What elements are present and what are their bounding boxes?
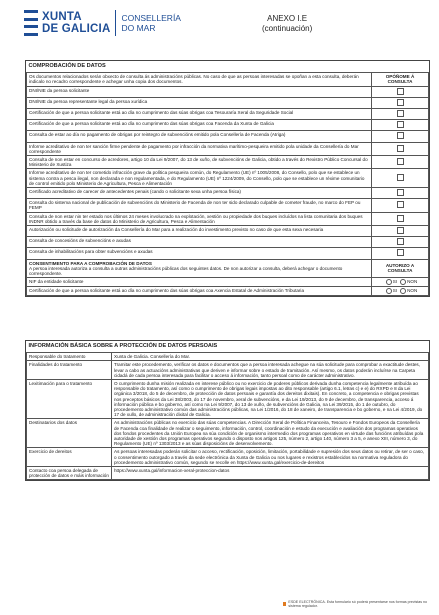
oppose-checkbox[interactable] (397, 99, 404, 106)
row-text: https://www.xunta.gal/informacion-xeral-proteccion-datos (112, 467, 429, 480)
oppose-checkbox[interactable] (397, 215, 404, 222)
document-label: DNI/NIE da persoa representante legal da persoa xurídica (27, 97, 372, 108)
document-header (24, 10, 424, 50)
annex-title: ANEXO I.E (continuación) (262, 14, 313, 33)
document-label: Autorización ou solicitude de autorización da Consellería do Mar para a realización do investimento previsto no caso de que esta sexa necesaria (27, 226, 372, 237)
oppose-checkbox[interactable] (397, 201, 404, 208)
table-row (27, 237, 429, 248)
document-label: Certificación de que a persoa solicitante está ao día no cumprimento das súas obrigas coa Tesouraría Xeral da Seguridade Social (27, 109, 372, 120)
logo-sub1: CONSELLERÍA (121, 13, 181, 23)
row-text: O cumprimento dunha misión realizada en interese público ou no exercicio de poderes públicos derivada dunha competencia legalmente atribuída ao responsable do tratamento, así como o cumprimento de obrigas legais impostas ao dito responsable (artigo 6.1, letras c) e e) do RXPD e 8 da Lei orgánica 3/2018, do 5 de decembro, de protección de datos persoais e garantía dos dereitos dixitais). En concreto, a competencia e obrigas previstas nos preceptos básicos da Lei 38/2003, do 17 de novembro, xeral de subvencións, e da Lei 19/2013, do 9 de decembro, de transparencia, acceso á información pública e bo goberno, así como na Lei 9/2007, do 13 de xuño, de subvencións de Galicia, na Lei 39/2015, do 1 de outubro, do procedemento administrativo común das administracións públicas, na Lei 1/2016, do 18 de xaneiro, de transparencia e bo goberno, e na Lei 4/2019, do 17 de xullo, de administración dixital de Galicia. (112, 380, 429, 419)
table-row (27, 212, 429, 225)
table-row (27, 188, 429, 199)
oppose-checkbox[interactable] (397, 158, 404, 165)
authorize-header: AUTORIZO A CONSULTA (372, 259, 429, 278)
consent-row (27, 287, 429, 296)
document-label: Consulta de concesións de subvencións e axudas (27, 237, 372, 248)
radio-label-no: NON (407, 279, 418, 285)
document-label: DNI/NIE da persoa solicitante (27, 86, 372, 97)
oppose-checkbox[interactable] (397, 174, 404, 181)
table-row (27, 361, 429, 380)
xunta-logo (24, 10, 181, 36)
logo-line1: XUNTA (42, 11, 82, 23)
table-row (27, 419, 429, 448)
authorize-cell (372, 278, 429, 287)
consent-row (27, 278, 429, 287)
radio-no[interactable] (400, 288, 406, 294)
document-label: Consulta do sistema nacional de publicación de subvencións do Ministerio de Facenda de non ter sido declarado culpable de cometer fraude, no marco do FEP ou FEMP (27, 199, 372, 212)
section-title: COMPROBACIÓN DE DATOS (27, 61, 429, 73)
section-title: INFORMACIÓN BÁSICA SOBRE A PROTECCIÓN DE DATOS PERSOAIS (27, 341, 429, 353)
consent-block (27, 259, 372, 278)
oppose-cell (372, 226, 429, 237)
oppose-cell (372, 109, 429, 120)
row-label: Contacto coa persoa delegada de protección de datos e máis información (27, 467, 112, 480)
table-row (27, 97, 429, 108)
row-label: Destinatarios dos datos (27, 419, 112, 448)
consent-title: CONSENTIMENTO PARA A COMPROBACIÓN DE DATOS (29, 260, 152, 266)
section-intro: Os documentos relacionados serán obxecto de consulta ás administracións públicas. No caso de que as persoas interesadas se opoñan a esta consulta, deberán indicalo no recadro correspondente e achegar unha copia dos documentos. (27, 73, 372, 86)
document-label: Consulta de non estar en concurso de acredores, artigo 10 da Lei 9/2007, do 13 de xuño, de subvencións de Galicia, obtido a través do Rexistro Público Concursal do Ministerio de Xustiza (27, 156, 372, 169)
oppose-cell (372, 156, 429, 169)
table-row (27, 226, 429, 237)
row-label: Exercicio de dereitos (27, 448, 112, 467)
oppose-checkbox[interactable] (397, 132, 404, 139)
oppose-cell (372, 142, 429, 155)
document-label: Informe acreditativo de non ter cometido infracción grave da política pesqueira común, do Regulamento (UE) nº 1005/2008, do Consello, polo que se establece un sistema contra a pesca ilegal, non declarada e non regulamentada, e do Regulamento (UE) nº 1224/2009, do Consello, polo que se establece un réxime comunitario de control emitido polo Ministerio de Agricultura, Pesca e Alimentación (27, 169, 372, 188)
oppose-cell (372, 199, 429, 212)
table-row (27, 169, 429, 188)
oppose-cell (372, 188, 429, 199)
oppose-checkbox[interactable] (397, 88, 404, 95)
document-label: Certificado acreditativo de carecer de antecedentes penais (cando o solicitante sexa unha persoa física) (27, 188, 372, 199)
table-row (27, 380, 429, 419)
xunta-logo-icon (24, 10, 38, 36)
oppose-checkbox[interactable] (397, 145, 404, 152)
radio-yes[interactable] (386, 288, 392, 294)
row-text: Tramitar este procedemento, verificar os datos e documentos que a persoa interesada achegue na súa solicitude para comprobar a exactitude destes, levar a cabo as actuacións administrativas que deriven e informar sobre o estado de tramitación. Así mesmo, os datos poderán incluírse na Carpeta cidadá de cada persoa interesada para facilitar o acceso á información, tanto persoal como de carácter administrativo. (112, 361, 429, 380)
table-row (27, 86, 429, 97)
logo-line2: DE GALICIA (42, 23, 111, 35)
logo-sub2: DO MAR (121, 23, 156, 33)
oppose-cell (372, 248, 429, 259)
row-label: Responsable do tratamento (27, 353, 112, 361)
oppose-cell (372, 120, 429, 131)
consent-text: A persoa interesada autoriza a consulta a outras administracións públicas dos seguintes datos. De non autorizar a consulta, deberá achegar o documento correspondente. (29, 265, 343, 277)
radio-label-yes: SI (392, 288, 398, 294)
row-label: Lexitimación para o tratamento (27, 380, 112, 419)
footer-note: ESDE ELECTRÓNICA. Esta formulario só poderá presentarse nos formas previstas no sistema regulador. (283, 600, 433, 608)
document-label: Consulta de non estar nin ter estado nos últimos 24 meses involucrado na explotación, xestión ou propiedade dos buques incluídos na lista comunitaria dos buques INDNR obtido a través da base de datos do Ministerio de Agricultura, Pesca e Alimentación (27, 212, 372, 225)
document-label: Informe acreditativo de non ter sanción firme pendente de pagamento por infracción da normativa marítimo-pesqueira emitido pola unidade da Consellería do Mar correspondente (27, 142, 372, 155)
oppose-cell (372, 169, 429, 188)
oppose-cell (372, 212, 429, 225)
table-row (27, 199, 429, 212)
row-text: As administracións públicas no exercicio das súas competencias. A Dirección Xeral de Política Financeira, Tesouro e Fondos Europeos da Consellería de Facenda coa finalidade de realizar o seguimento, información, control, coordinación e estudo da execución e avaliación dos programas operativos dos fondos procedentes da Unión Europea na súa condición de organismo intermedio dos programas operativos en virtude das funcións atribuídas pola autoridade de xestión dos programas operativos segundo o disposto nos artigos 125, número 2, artigo 140, número 3 a 5, e anexo XIII, número 3, do Regulamento (UE) nº 1303/2013 e as súas disposicións de desenvolvemento. (112, 419, 429, 448)
oppose-checkbox[interactable] (397, 110, 404, 117)
table-row (27, 142, 429, 155)
table-row (27, 120, 429, 131)
data-check-section (25, 60, 430, 297)
radio-no[interactable] (400, 279, 406, 285)
sede-icon (283, 602, 286, 606)
document-label: Certificación de que a persoa solicitante está ao día no cumprimento das súas obrigas coa Facenda da Xunta de Galicia (27, 120, 372, 131)
document-label: Consulta de estar ao día no pagamento de obrigas por reintegro de subvencións emitido pola Consellería de Facenda (Atriga) (27, 131, 372, 142)
table-row (27, 467, 429, 480)
table-row (27, 448, 429, 467)
oppose-checkbox[interactable] (397, 249, 404, 256)
oppose-checkbox[interactable] (397, 238, 404, 245)
data-protection-section (25, 340, 430, 481)
authorize-cell (372, 287, 429, 296)
table-row (27, 248, 429, 259)
oppose-cell (372, 131, 429, 142)
table-row (27, 156, 429, 169)
radio-yes[interactable] (386, 279, 392, 285)
row-label: Finalidades do tratamento (27, 361, 112, 380)
oppose-header: OPÓÑOME Á CONSULTA (372, 73, 429, 86)
radio-label-no: NON (407, 288, 418, 294)
table-row (27, 353, 429, 361)
row-text: As persoas interesadas poderán solicitar o acceso, rectificación, oposición, limitación, portabilidade e supresión dos seus datos ou retirar, de ser o caso, o consentimento outorgado a través da sede electrónica da Xunta de Galicia ou nos lugares e rexistros establecidos na normativa reguladora do procedemento administrativo común, segundo se recolle en https://www.xunta.gal/exercicio-de-dereitos (112, 448, 429, 467)
consent-label: NIF da entidade solicitante (27, 278, 372, 287)
oppose-checkbox[interactable] (397, 189, 404, 196)
row-text: Xunta de Galicia. Consellería do Mar. (112, 353, 429, 361)
consent-label: Certificación de que a persoa solicitante está ao día no cumprimento das súas obrigas coa Axencia Estatal de Administración Tributaria (27, 287, 372, 296)
oppose-cell (372, 97, 429, 108)
table-row (27, 109, 429, 120)
radio-label-yes: SI (392, 279, 398, 285)
oppose-cell (372, 237, 429, 248)
oppose-checkbox[interactable] (397, 121, 404, 128)
table-row (27, 131, 429, 142)
oppose-checkbox[interactable] (397, 227, 404, 234)
document-label: Consulta de inhabilitacións para obter subvencións e axudas (27, 248, 372, 259)
oppose-cell (372, 86, 429, 97)
